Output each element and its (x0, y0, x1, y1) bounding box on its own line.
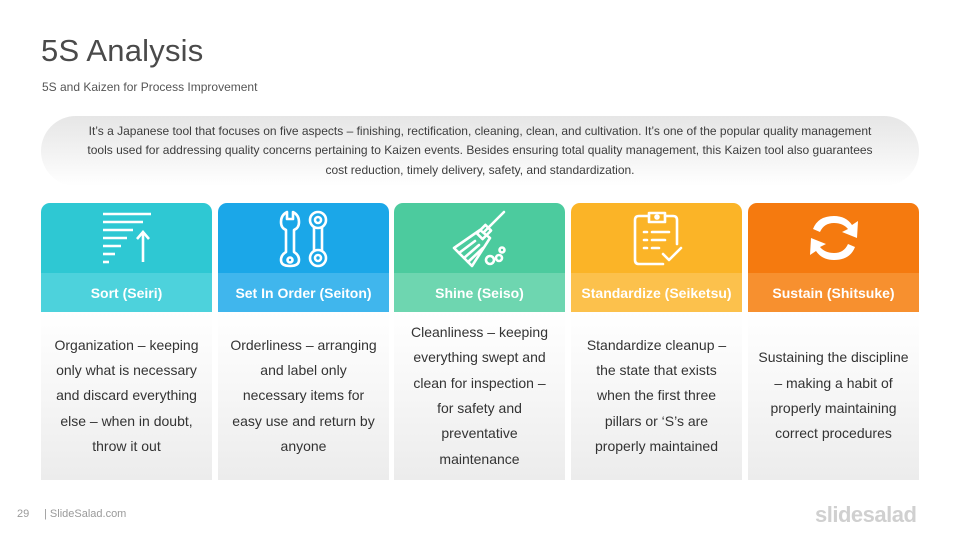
desc-set-in-order: Orderliness – arranging and label only necessary items for easy use and return by anyone (230, 336, 377, 454)
clipboard-check-icon (627, 208, 687, 268)
label-set-in-order: Set In Order (Seiton) (218, 273, 389, 312)
icon-box-standardize (571, 203, 742, 273)
desc-box-sustain (748, 312, 919, 480)
column-set-in-order (218, 203, 389, 480)
desc-box-sort (41, 312, 212, 480)
label-shine: Shine (Seiso) (394, 273, 565, 312)
label-sustain: Sustain (Shitsuke) (748, 273, 919, 312)
icon-box-shine (394, 203, 565, 273)
column-shine (394, 203, 565, 480)
desc-standardize: Standardize cleanup – the state that exists when the first three pillars or ‘S’s are properly maintained (586, 336, 727, 454)
brand-logo: slidesalad (815, 502, 917, 527)
broom-icon (450, 208, 510, 268)
footer-site: | SlideSalad.com (44, 508, 127, 520)
wrench-tools-icon (274, 208, 334, 268)
intro-text: It’s a Japanese tool that focuses on five aspects – finishing, rectification, cleaning, clean, and cultivation. It’s one of the popular quality management tools used for addressing quality concerns pertaining to Kaizen events. Besides ensuring total quality management, this Kaizen tool also guarantees cost reduction, timely delivery, safety, and standardization. (87, 123, 873, 177)
label-standardize: Standardize (Seiketsu) (571, 273, 742, 312)
sort-lines-arrow-up-icon (97, 208, 157, 268)
cycle-arrows-icon (804, 208, 864, 268)
desc-sustain: Sustaining the discipline – making a habit of properly maintaining correct procedures (758, 349, 909, 442)
page-number: 29 (17, 508, 30, 520)
desc-shine: Cleanliness – keeping everything swept and clean for inspection – for safety and preventative maintenance (411, 324, 548, 467)
column-standardize (571, 203, 742, 480)
page-title: 5S Analysis (41, 33, 204, 68)
label-sort: Sort (Seiri) (41, 273, 212, 312)
intro-panel (41, 116, 919, 186)
icon-box-sort (41, 203, 212, 273)
icon-box-set-in-order (218, 203, 389, 273)
page-subtitle: 5S and Kaizen for Process Improvement (42, 80, 258, 94)
desc-sort: Organization – keeping only what is necessary and discard everything else – when in doubt, throw it out (54, 336, 199, 454)
desc-box-set-in-order (218, 312, 389, 480)
desc-box-standardize (571, 312, 742, 480)
icon-box-sustain (748, 203, 919, 273)
desc-box-shine (394, 312, 565, 480)
column-sustain (748, 203, 919, 480)
column-sort (41, 203, 212, 480)
